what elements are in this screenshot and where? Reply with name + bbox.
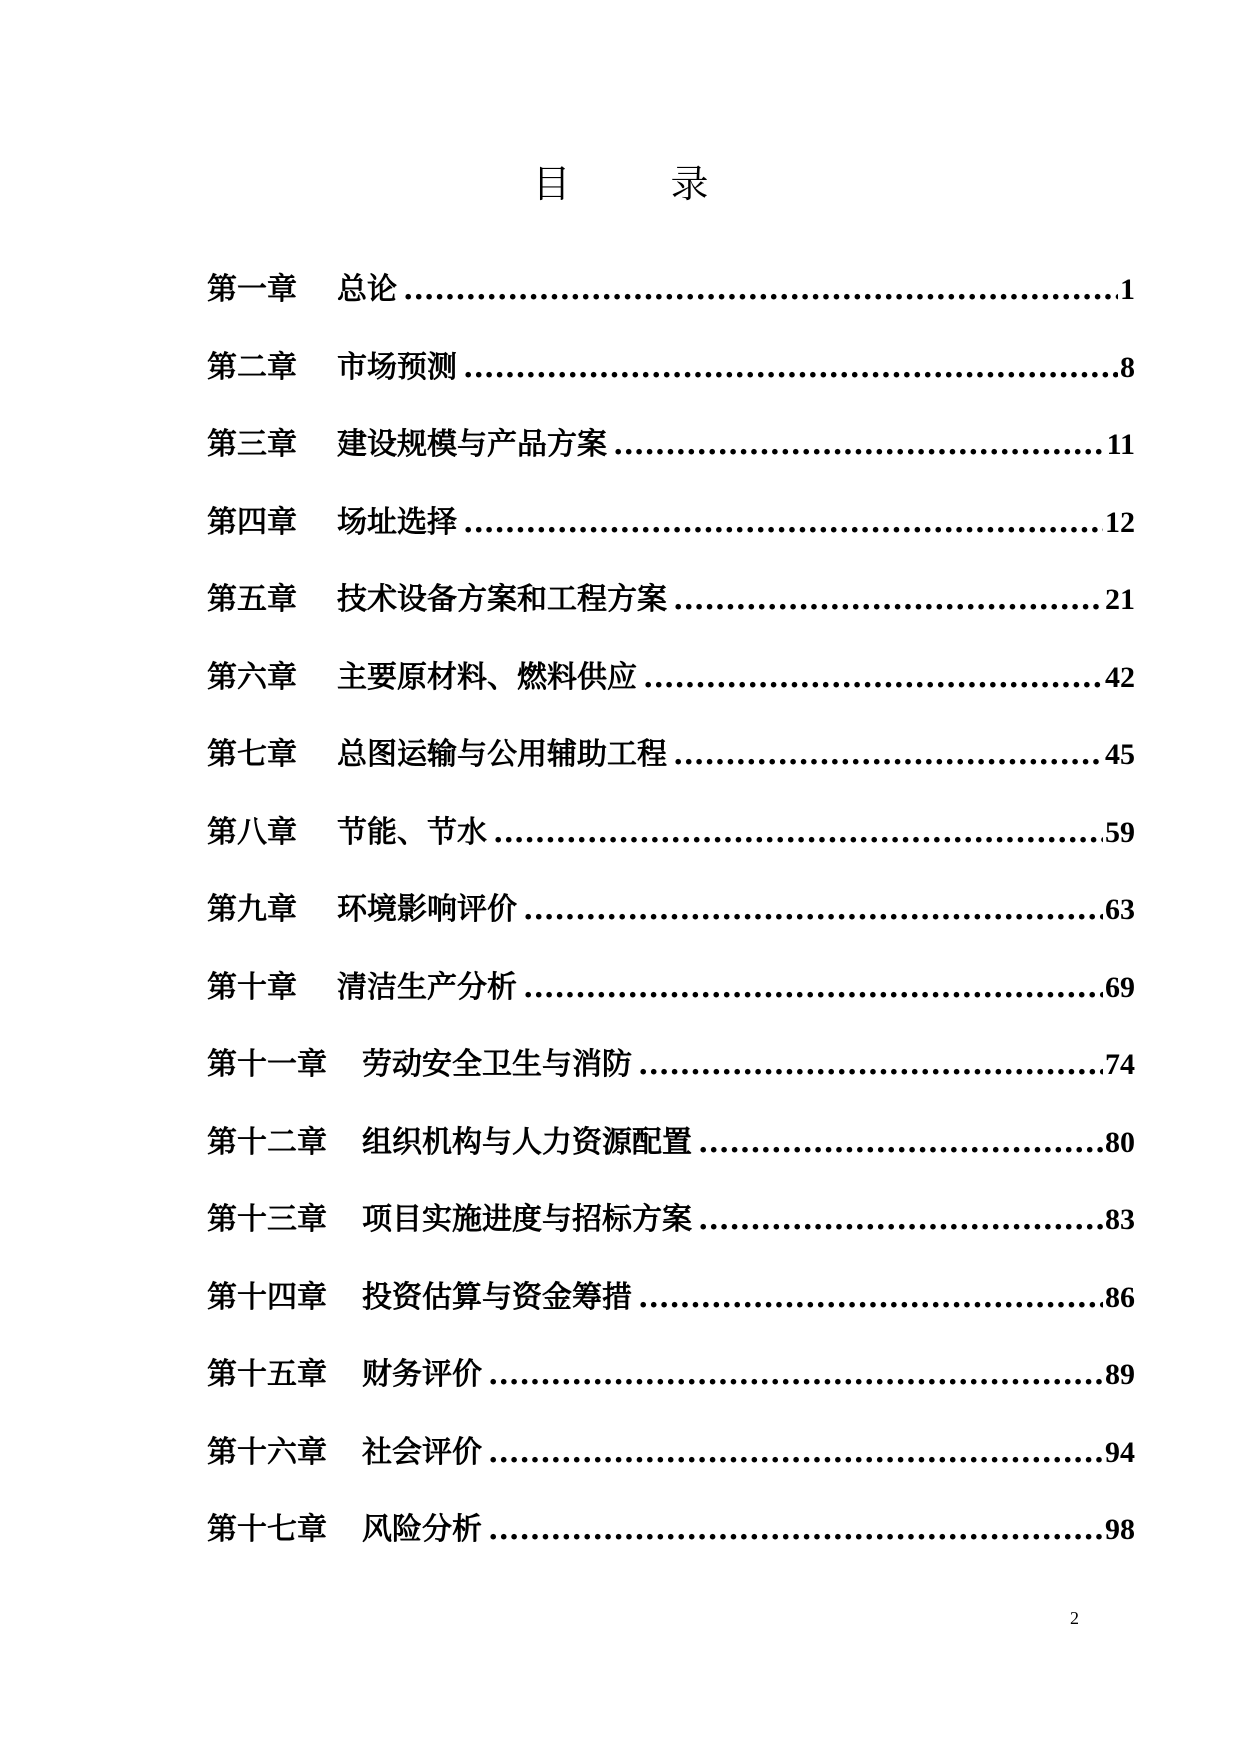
toc-dot-leader (488, 1512, 1103, 1548)
toc-dot-leader (463, 505, 1103, 541)
toc-page-number: 98 (1105, 1513, 1135, 1546)
toc-chapter-number: 第十章 (207, 969, 297, 1005)
toc-chapter-title: 劳动安全卫生与消防 (362, 1047, 632, 1082)
toc-page-number: 83 (1105, 1203, 1135, 1236)
toc-chapter-title: 环境影响评价 (337, 892, 517, 927)
toc-page-number: 94 (1105, 1435, 1135, 1469)
toc-chapter-number: 第二章 (207, 349, 297, 385)
toc-page-number: 42 (1105, 660, 1135, 694)
toc-page-number: 1 (1120, 273, 1135, 306)
toc-dot-leader (403, 272, 1118, 308)
toc-dot-leader (673, 737, 1103, 773)
page-number: 2 (1070, 1608, 1079, 1628)
toc-entry[interactable] (207, 1125, 1135, 1203)
toc-chapter-number: 第十五章 (207, 1357, 327, 1392)
page-title-char-2: 录 (670, 162, 709, 206)
toc-chapter-number: 第十六章 (207, 1434, 327, 1470)
toc-entry[interactable] (207, 892, 1135, 970)
toc-dot-leader (638, 1047, 1103, 1083)
toc-page-number: 59 (1105, 815, 1135, 849)
toc-chapter-number: 第八章 (207, 814, 297, 850)
page-title (0, 162, 1241, 206)
toc-chapter-title: 技术设备方案和工程方案 (337, 582, 667, 617)
toc-chapter-title: 组织机构与人力资源配置 (362, 1124, 692, 1160)
toc-chapter-title: 节能、节水 (337, 814, 487, 850)
toc-page-number: 45 (1105, 738, 1135, 771)
toc-chapter-number: 第十三章 (207, 1202, 327, 1237)
toc-chapter-number: 第十一章 (207, 1047, 327, 1082)
toc-dot-leader (488, 1357, 1103, 1393)
toc-entry[interactable] (207, 350, 1135, 428)
toc-chapter-title: 主要原材料、燃料供应 (337, 659, 637, 695)
toc-chapter-title: 财务评价 (362, 1357, 482, 1392)
toc-entry[interactable] (207, 815, 1135, 893)
toc-dot-leader (488, 1435, 1103, 1471)
toc-page-number: 89 (1105, 1358, 1135, 1391)
toc-page-number: 74 (1105, 1048, 1135, 1081)
toc-chapter-number: 第四章 (207, 504, 297, 540)
toc-chapter-title: 市场预测 (337, 349, 457, 385)
page-title-char-1: 目 (532, 162, 571, 206)
toc-entry[interactable] (207, 1280, 1135, 1358)
toc-chapter-title: 场址选择 (337, 504, 457, 540)
toc-entry[interactable] (207, 660, 1135, 738)
toc-dot-leader (463, 350, 1118, 386)
toc-chapter-number: 第十七章 (207, 1512, 327, 1547)
toc-dot-leader (698, 1202, 1103, 1238)
toc-dot-leader (698, 1125, 1103, 1161)
toc-entry[interactable] (207, 505, 1135, 583)
toc-chapter-title: 总图运输与公用辅助工程 (337, 737, 667, 772)
toc-chapter-title: 风险分析 (362, 1512, 482, 1547)
toc-chapter-number: 第十二章 (207, 1124, 327, 1160)
toc-page-number: 8 (1120, 350, 1135, 384)
toc-chapter-title: 清洁生产分析 (337, 969, 517, 1005)
toc-chapter-title: 投资估算与资金筹措 (362, 1279, 632, 1315)
toc-entry[interactable] (207, 427, 1135, 505)
toc-dot-leader (613, 427, 1105, 463)
toc-page-number: 86 (1105, 1280, 1135, 1314)
toc-entry[interactable] (207, 1047, 1135, 1125)
toc-chapter-number: 第五章 (207, 582, 297, 617)
toc-dot-leader (638, 1280, 1103, 1316)
toc-chapter-number: 第十四章 (207, 1279, 327, 1315)
toc-chapter-title: 项目实施进度与招标方案 (362, 1202, 692, 1237)
toc-page-number: 63 (1105, 893, 1135, 926)
toc-entry[interactable] (207, 970, 1135, 1048)
toc-chapter-number: 第七章 (207, 737, 297, 772)
toc-dot-leader (493, 815, 1103, 851)
toc-chapter-number: 第三章 (207, 427, 297, 462)
toc-chapter-number: 第六章 (207, 659, 297, 695)
toc-entry[interactable] (207, 1512, 1135, 1590)
toc-chapter-title: 总论 (337, 272, 397, 307)
toc-chapter-number: 第一章 (207, 272, 297, 307)
toc-chapter-title: 建设规模与产品方案 (337, 427, 607, 462)
toc-chapter-number: 第九章 (207, 892, 297, 927)
toc-page-number: 11 (1106, 428, 1135, 461)
toc-chapter-title: 社会评价 (362, 1434, 482, 1470)
toc-entry[interactable] (207, 1357, 1135, 1435)
toc-page-number: 80 (1105, 1125, 1135, 1159)
toc-entry[interactable] (207, 272, 1135, 350)
toc-dot-leader (523, 892, 1103, 928)
toc-entry[interactable] (207, 1202, 1135, 1280)
table-of-contents (207, 272, 1135, 1590)
toc-page-number: 21 (1105, 583, 1135, 616)
toc-page-number: 69 (1105, 970, 1135, 1004)
toc-dot-leader (673, 582, 1103, 618)
toc-entry[interactable] (207, 582, 1135, 660)
toc-dot-leader (643, 660, 1103, 696)
toc-dot-leader (523, 970, 1103, 1006)
toc-page-number: 12 (1105, 505, 1135, 539)
toc-entry[interactable] (207, 737, 1135, 815)
toc-entry[interactable] (207, 1435, 1135, 1513)
